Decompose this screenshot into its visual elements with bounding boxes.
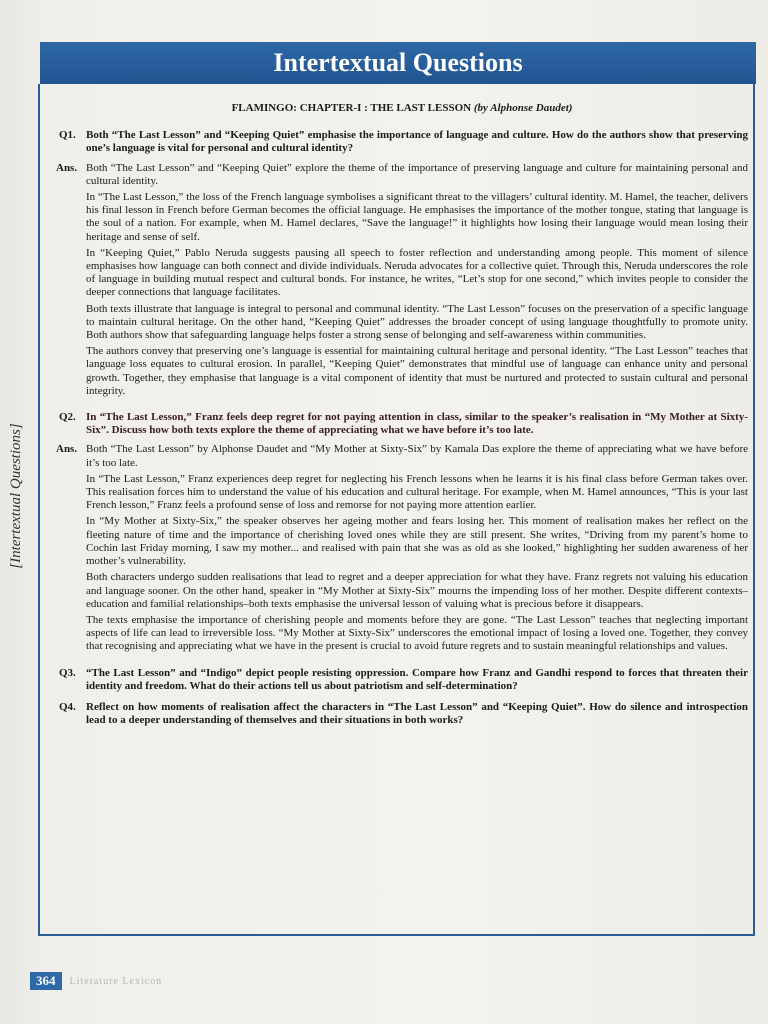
- answer-paragraph: In “The Last Lesson,” the loss of the French language symbolises a significant threat to the villagers’ cultural identity. M. Hamel, the teacher, delivers his final lesson in French before German becomes the official language. He emphasises the importance of the mother tongue, stating that language is the soul of a nation. For example, when M. Hamel declares, “Save the language!” it highlights how losing their language would mean losing their heritage and sense of self.: [86, 191, 748, 243]
- question-number: Q4.: [59, 700, 76, 713]
- answer-paragraph: Both characters undergo sudden realisations that lead to regret and a deeper appreciation for what they have. Franz regrets not valuing his education and language sooner. On the other hand, speaker in “My Mother at Sixty-Six” mourns the impending loss of her mother. Despite different contexts–education and familial relationships–both texts emphasise the universal lesson of valuing what is precious before it disappears.: [86, 571, 748, 610]
- answer-paragraph: Both “The Last Lesson” by Alphonse Daudet and “My Mother at Sixty-Six” by Kamala Das explore the theme of appreciating what we have before it’s too late.: [86, 443, 748, 469]
- answer-body: [86, 443, 748, 656]
- answer-2: [56, 443, 748, 656]
- question-text: “The Last Lesson” and “Indigo” depict people resisting oppression. Compare how Franz and Gandhi respond to forces that threaten their identity and freedom. What do their actions tell us about patriotism and self-determination?: [86, 666, 748, 692]
- chapter-author: (by Alphonse Daudet): [473, 102, 573, 114]
- question-number: Q2.: [59, 411, 76, 424]
- answer-paragraph: The texts emphasise the importance of cherishing people and moments before they are gone. “The Last Lesson” teaches that neglecting important aspects of life can lead to irreversible loss. “My Mother at Sixty-Six” underscores the emotional impact of losing a loved one. Together, they convey that recognising and appreciating what we have in the present is crucial to avoid future regrets and to sustain meaningful relationships and values.: [86, 613, 748, 653]
- answer-paragraph: In “Keeping Quiet,” Pablo Neruda suggests pausing all speech to foster reflection and understanding among people. This moment of silence emphasises how language can both connect and divide individuals. Neruda advocates for a collective quiet. Through this, Neruda underscores the role of language in building mutual respect and cultural bonds. For instance, he writes, “Let’s stop for one second,” which invites people to consider the deeper connections that language facilitates.: [86, 246, 748, 299]
- answer-paragraph: In “My Mother at Sixty-Six,” the speaker observes her ageing mother and fears losing her. This moment of realisation makes her reflect on the fleeting nature of time and the importance of cherishing loved ones while they are still present. She writes, “Driving from my parent’s home to Cochin last Friday morning, I saw my mother... and realised with pain that she was as old as she looked,” highlighting her sudden awareness of her mother’s vulnerability.: [86, 515, 748, 568]
- answer-paragraph: Both texts illustrate that language is integral to personal and communal identity. “The Last Lesson” focuses on the preservation of a specific language to maintain cultural heritage. On the other hand, “Keeping Quiet” addresses the broader concept of using language thoughtfully to promote unity. Both authors show that safeguarding language helps foster a strong sense of belonging and self-awareness within communities.: [86, 302, 748, 342]
- page-footer: [30, 972, 162, 990]
- question-4: [56, 701, 748, 727]
- answer-paragraph: The authors convey that preserving one’s language is essential for maintaining cultural heritage and personal identity. “The Last Lesson” teaches that language loss equates to cultural erosion. In parallel, “Keeping Quiet” demonstrates that mindful use of language can enhance unity and personal growth. Together, they emphasise that language is a vital component of identity that must be nurtured and protected to sustain cultural and personal integrity.: [86, 345, 748, 397]
- footer-book-title: Literature Lexicon: [69, 975, 163, 987]
- question-1: [56, 129, 748, 155]
- side-label: [Intertextual Questions]: [8, 423, 24, 569]
- question-text: In “The Last Lesson,” Franz feels deep regret for not paying attention in class, similar to the speaker’s realisation in “My Mother at Sixty-Six”. Discuss how both texts explore the theme of appreciating what we have before it’s too late.: [86, 411, 748, 437]
- question-number: Q1.: [59, 129, 76, 142]
- chapter-title: FLAMINGO: CHAPTER-I : THE LAST LESSON: [231, 102, 472, 114]
- page-number: 364: [30, 972, 62, 990]
- answer-label: Ans.: [56, 443, 78, 456]
- answer-body: [86, 162, 748, 401]
- question-2: [56, 411, 748, 437]
- answer-paragraph: In “The Last Lesson,” Franz experiences deep regret for neglecting his French lessons when he learns it is his final class before German takes over. This realisation forces him to understand the value of his education and cultural heritage. For example, when M. Hamel announces, “This is your last French lesson,” Franz feels a profound sense of loss and remorse for not paying more attention earlier.: [86, 472, 748, 512]
- banner-title: Intertextual Questions: [40, 42, 756, 84]
- answer-label: Ans.: [56, 161, 78, 174]
- answer-1: [56, 162, 748, 401]
- question-3: [56, 667, 748, 693]
- answer-paragraph: Both “The Last Lesson” and “Keeping Quiet” explore the theme of the importance of preserving language and culture for maintaining personal and cultural identity.: [86, 161, 748, 187]
- question-number: Q3.: [59, 666, 76, 679]
- content: [56, 100, 748, 733]
- question-text: Reflect on how moments of realisation affect the characters in “The Last Lesson” and “Keeping Quiet”. How do silence and introspection lead to a deeper understanding of themselves and their situations in both works?: [86, 700, 748, 727]
- question-text: Both “The Last Lesson” and “Keeping Quiet” emphasise the importance of language and culture. How do the authors show that preserving one’s language is vital for personal and cultural identity?: [86, 129, 748, 155]
- chapter-heading: [56, 102, 748, 115]
